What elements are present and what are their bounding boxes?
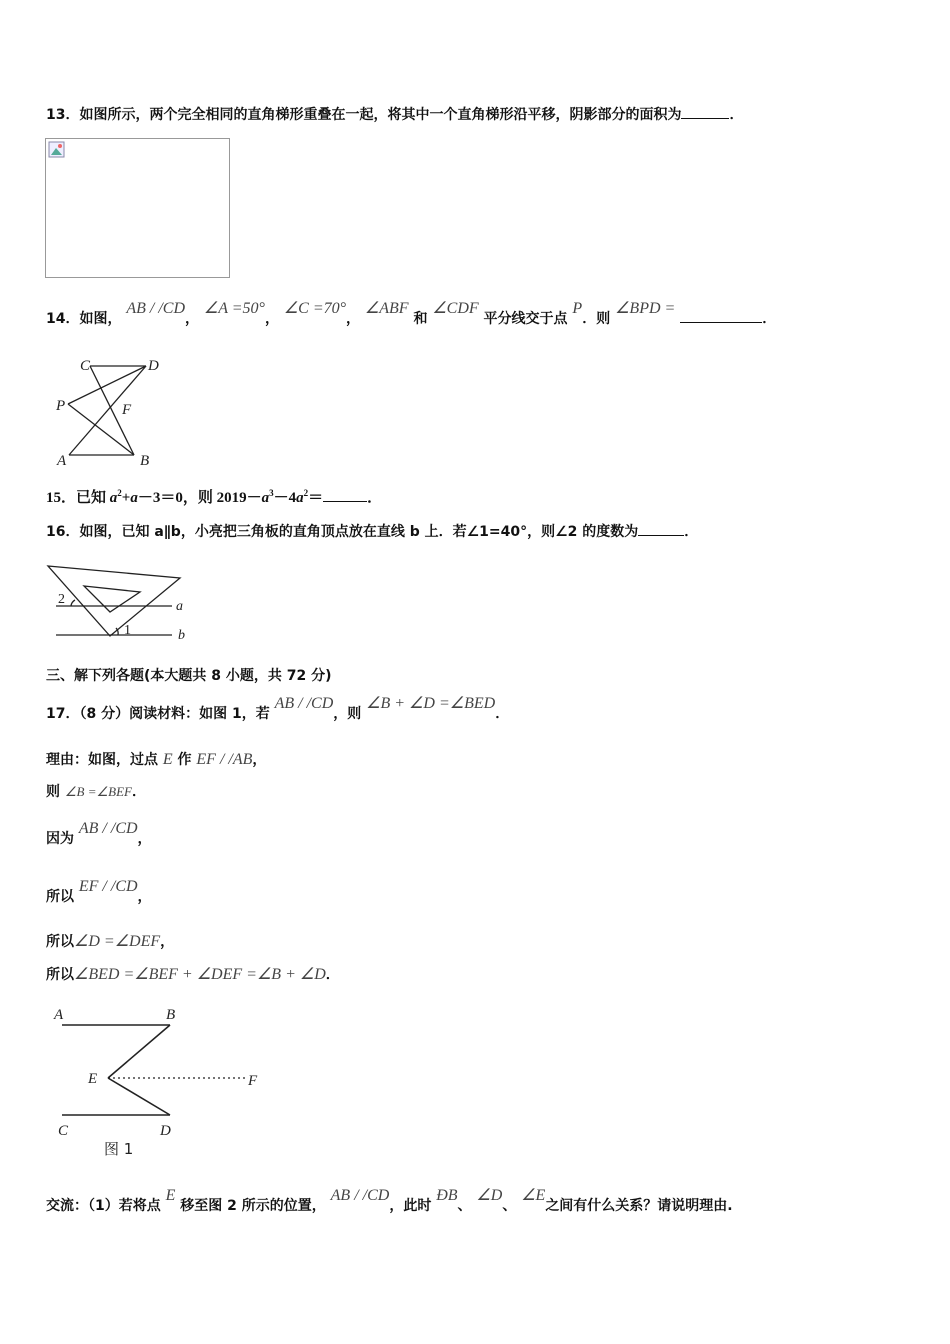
exchange-text-1: 交流：（1）若将点 [46, 1198, 161, 1214]
q14-figure [52, 352, 172, 470]
then-line [46, 781, 146, 801]
q17-equation: ∠B + ∠D =∠BED [366, 695, 496, 712]
fig1-label-e: E [88, 1071, 98, 1087]
q15-var-a-3: a [261, 490, 270, 506]
exchange-ab-parallel-cd: AB / /CD [330, 1187, 390, 1204]
so2-text: 所以 [46, 934, 74, 950]
q15-exp-2: 2 [117, 488, 122, 498]
reason-comma: ， [252, 752, 267, 768]
exchange-line [46, 1187, 733, 1215]
q15-answer-blank [323, 501, 367, 502]
q13-broken-image-placeholder [45, 138, 230, 278]
q13-end: ． [729, 107, 744, 123]
q14-angle-c: ∠C =70° [283, 300, 347, 317]
exchange-angle-e: ∠E [521, 1187, 546, 1204]
reason-point-e: E [162, 751, 173, 768]
q17-intro: 17．（8 分）阅读材料：如图 1，若 [46, 706, 270, 722]
q14-answer-blank [680, 322, 762, 323]
exchange-sep-1: 、 [457, 1198, 472, 1214]
fig1-label-c: C [58, 1123, 69, 1139]
so2-equation: ∠D =∠DEF [74, 933, 161, 950]
q15-var-a: a [109, 490, 118, 506]
so1-equation: EF / /CD [78, 878, 138, 895]
fig1-caption: 图 1 [104, 1140, 134, 1158]
so3-text: 所以 [46, 967, 74, 983]
q14-ab-parallel-cd: AB / /CD [126, 300, 186, 317]
q16-end: ． [684, 524, 699, 540]
q14-label-d: D [148, 358, 159, 374]
then-text: 则 [46, 784, 60, 800]
q15-number: 15． [46, 490, 77, 506]
figure-1 [50, 1003, 270, 1163]
q17-then: ，则 [333, 706, 362, 722]
q16-label-1: 1 [124, 623, 131, 638]
so1-end: ， [137, 889, 152, 905]
q16-answer-blank [638, 535, 684, 536]
broken-image-icon [48, 141, 66, 159]
q15-exp-3: 3 [269, 488, 274, 498]
q15-var-a-4: a [296, 490, 304, 506]
reason-ef-parallel-ab: EF / /AB [196, 751, 253, 768]
fig1-label-d: D [160, 1123, 171, 1139]
then-end: ． [131, 784, 146, 800]
q14-angle-bpd: ∠BPD = [615, 300, 676, 317]
exchange-angle-d: ∠D [476, 1187, 503, 1204]
q14-end: ． [762, 311, 777, 327]
q17-line [46, 695, 510, 723]
fig1-label-f: F [248, 1073, 258, 1089]
so3-end: ． [325, 967, 340, 983]
q15-end: ． [367, 490, 383, 506]
q17-end: ． [495, 706, 510, 722]
exchange-angle-b: ÐB [436, 1187, 458, 1204]
so3-equation: ∠BED =∠BEF + ∠DEF =∠B + ∠D [74, 966, 326, 983]
exchange-sep-2: 、 [502, 1198, 517, 1214]
reason-text-1: 理由：如图，过点 [46, 752, 158, 768]
q15-exp-2b: 2 [303, 488, 309, 498]
q14-point-p: P [572, 300, 583, 317]
reason-text-2: 作 [177, 752, 192, 768]
q14-label-p: P [56, 398, 66, 414]
so2-end: ， [160, 934, 175, 950]
q16-label-a: a [176, 599, 183, 614]
then-equation: ∠B =∠BEF [64, 784, 132, 799]
so-line-3 [46, 964, 340, 984]
q13-number: 13． [46, 107, 80, 123]
so-line-2 [46, 931, 174, 951]
q14-label-b: B [140, 453, 150, 469]
fig1-label-a: A [54, 1007, 64, 1023]
exchange-text-3: ，此时 [389, 1198, 432, 1214]
q15-line [46, 486, 382, 507]
q13-text: 如图所示，两个完全相同的直角梯形重叠在一起，将其中一个直角梯形沿平移，阴影部分的面积为 [79, 107, 682, 123]
q16-line [46, 521, 698, 541]
fig1-label-b: B [166, 1007, 176, 1023]
q17-ab-parallel-cd: AB / /CD [274, 695, 334, 712]
reason-line [46, 749, 266, 769]
q16-label-b: b [178, 628, 185, 642]
q14-label-f: F [122, 402, 132, 418]
q15-prefix: 已知 [76, 490, 110, 506]
q14-label-a: A [57, 453, 67, 469]
q15-plus: + [121, 490, 131, 506]
section-3-heading: 三、解下列各题(本大题共 8 小题，共 72 分) [46, 668, 332, 684]
because-equation: AB / /CD [78, 820, 138, 837]
because-line [46, 820, 152, 848]
q13-answer-blank [681, 118, 729, 119]
so1-text: 所以 [46, 889, 74, 905]
q15-var-a-2: a [130, 490, 138, 506]
exchange-point-e: E [165, 1187, 176, 1204]
q13-line [46, 104, 743, 124]
q16-text: 16．如图，已知 a∥b，小亮把三角板的直角顶点放在直线 b 上．若∠1=40°，则∠2 的度数为 [46, 524, 639, 540]
q15-text-3: －4 [273, 490, 297, 506]
q14-angle-abf: ∠ABF [364, 300, 409, 317]
q14-label-c: C [80, 358, 91, 374]
q16-label-2: 2 [58, 592, 65, 607]
q14-and: 和 [413, 311, 428, 327]
q14-number: 14．如图， [46, 311, 122, 327]
q15-equals: ＝ [308, 490, 324, 506]
q14-angle-cdf: ∠CDF [432, 300, 479, 317]
exchange-text-4: 之间有什么关系？请说明理由. [545, 1198, 733, 1214]
q14-text-2: ．则 [582, 311, 611, 327]
q14-angle-a: ∠A =50° [203, 300, 265, 317]
exchange-text-2: 移至图 2 所示的位置， [180, 1198, 326, 1214]
because-end: ， [137, 831, 152, 847]
q14-line: 14．如图， AB / /CD， ∠A =50°， ∠C =70°， ∠ABF 和 ∠CDF 平分线交于点 P．则 ∠BPD = ． [46, 300, 777, 327]
because-text: 因为 [46, 831, 74, 847]
q15-text-2: －3＝0，则 2019－ [137, 490, 262, 506]
q16-figure [44, 562, 194, 642]
q14-text-1: 平分线交于点 [483, 311, 568, 327]
so-line-1 [46, 878, 152, 906]
